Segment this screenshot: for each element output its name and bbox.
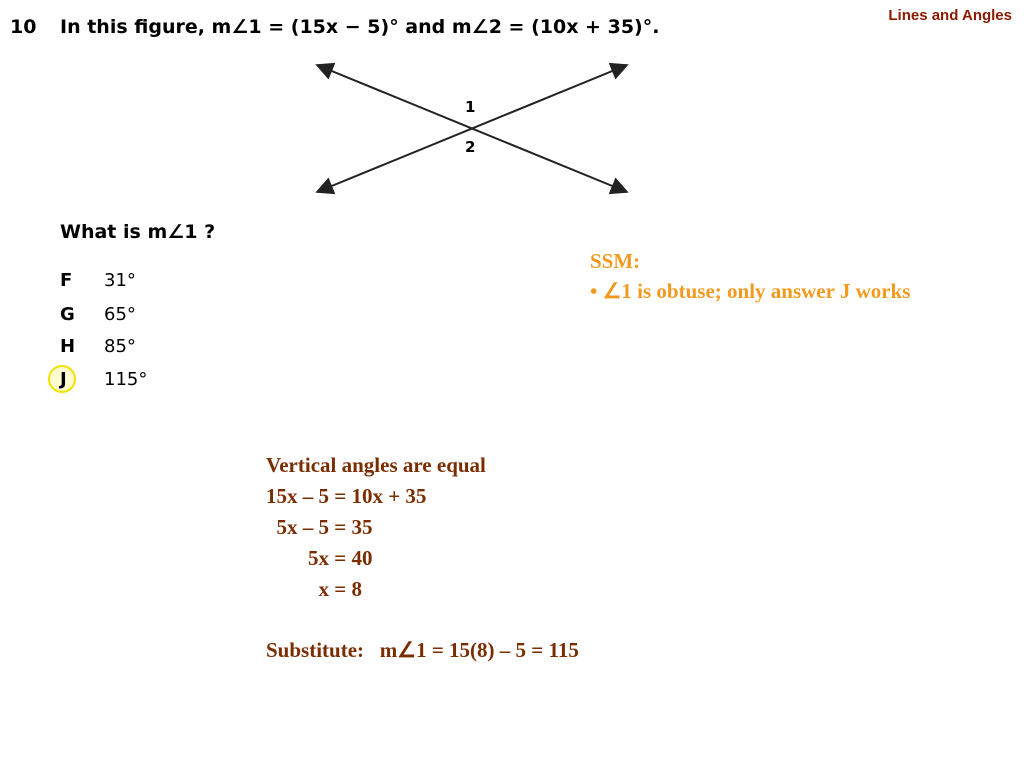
- work-line-3: 5x – 5 = 35: [266, 515, 373, 539]
- work-line-7: Substitute: m∠1 = 15(8) – 5 = 115: [266, 638, 579, 662]
- choice-j[interactable]: [60, 369, 147, 390]
- choice-g[interactable]: [60, 304, 136, 325]
- choice-f[interactable]: [60, 270, 136, 291]
- work-line-4: 5x = 40: [266, 546, 373, 570]
- intersecting-lines-figure: [305, 55, 645, 205]
- angle-1-label: 1: [465, 98, 476, 116]
- question-text: In this figure, m∠1 = (15x − 5)° and m∠2 = (10x + 35)°.: [60, 16, 660, 38]
- choice-value: 85°: [104, 336, 136, 357]
- slide-title: Lines and Angles: [888, 7, 1012, 24]
- choice-letter: H: [60, 336, 76, 357]
- choice-h[interactable]: [60, 336, 136, 357]
- choice-letter: G: [60, 304, 75, 325]
- choice-value: 31°: [104, 270, 136, 291]
- question-prompt: What is m∠1 ?: [60, 221, 216, 243]
- question-number: 10: [10, 16, 37, 38]
- choice-value: 65°: [104, 304, 136, 325]
- work-line-1: Vertical angles are equal: [266, 453, 486, 477]
- work-line-5: x = 8: [266, 577, 362, 601]
- choice-letter: F: [60, 270, 73, 291]
- ssm-heading: SSM:: [590, 249, 641, 273]
- ssm-bullet: • ∠1 is obtuse; only answer J works: [590, 279, 911, 303]
- choice-value: 115°: [104, 369, 148, 390]
- choice-letter: J: [60, 369, 67, 390]
- angle-2-label: 2: [465, 138, 476, 156]
- work-line-2: 15x – 5 = 10x + 35: [266, 484, 427, 508]
